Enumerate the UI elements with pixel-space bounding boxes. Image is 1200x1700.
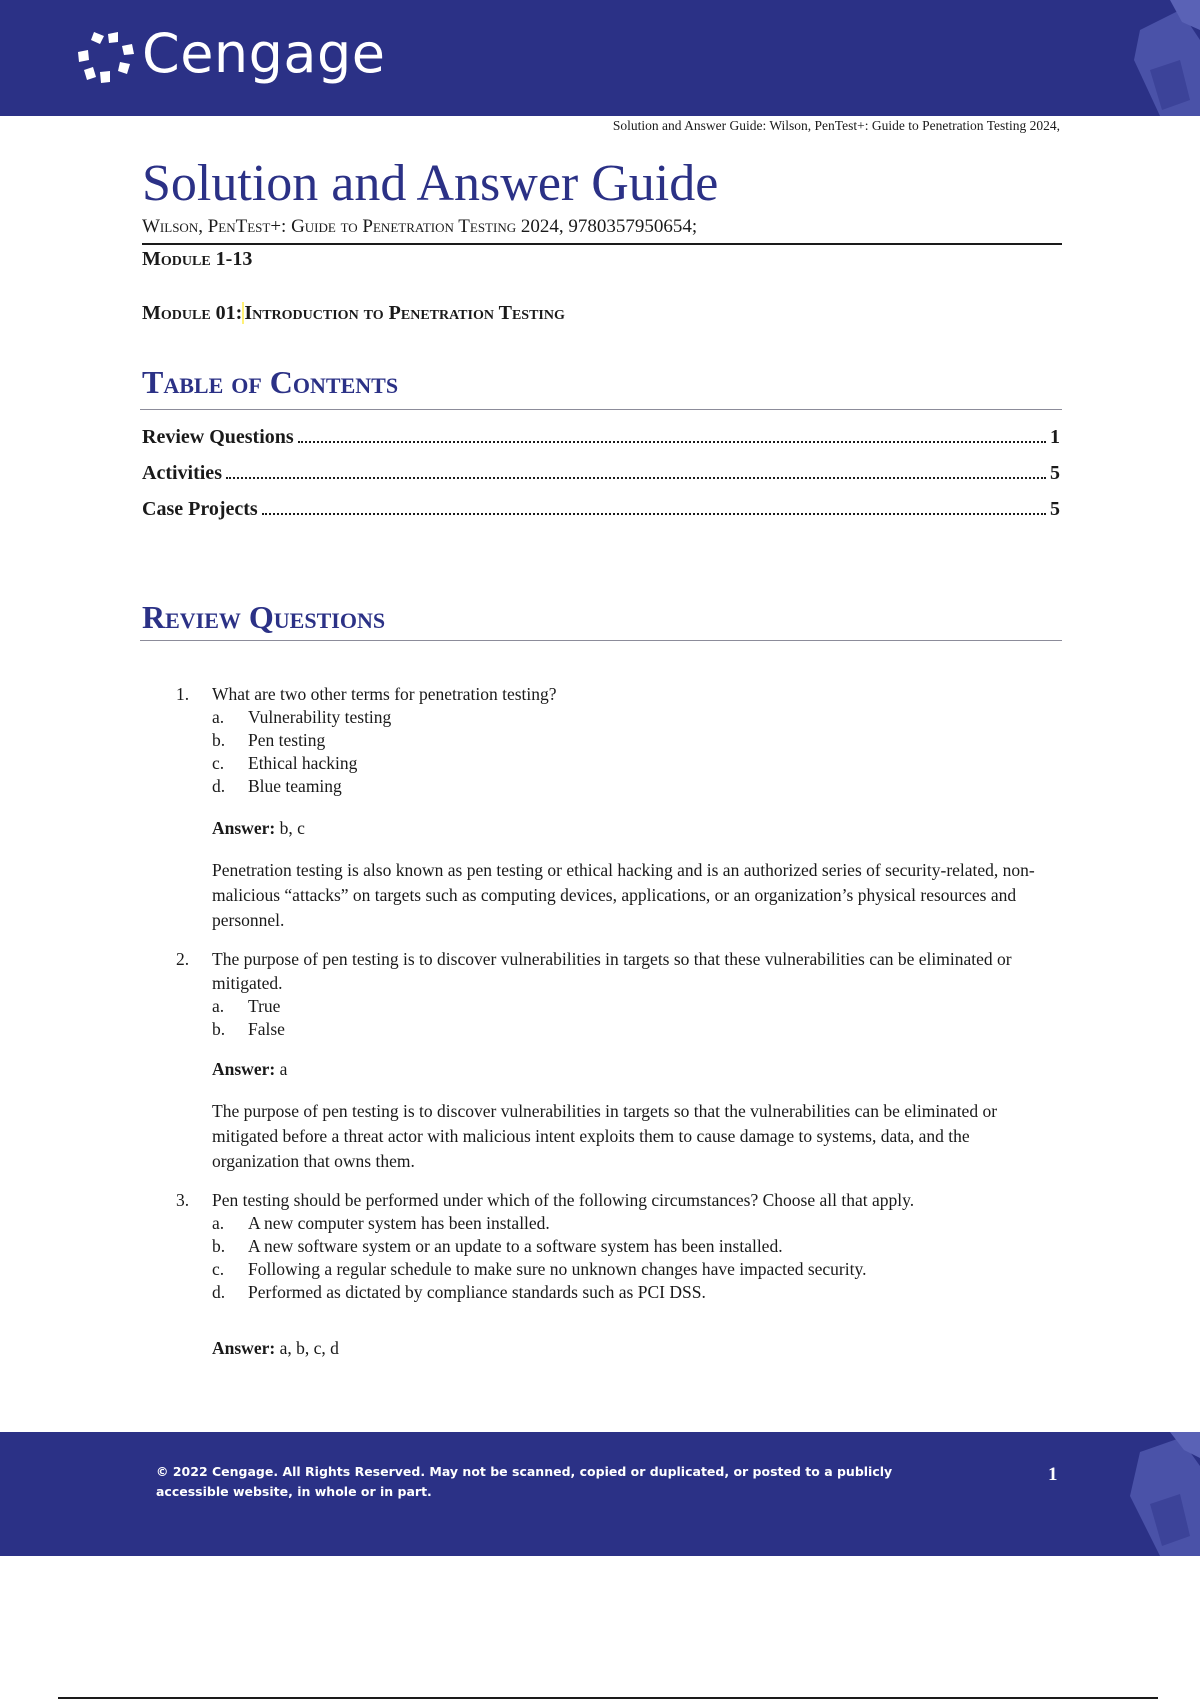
toc-entry-page: 5	[1050, 498, 1060, 520]
question-1-answer: Answer: b, c	[212, 818, 305, 838]
question-1	[176, 682, 1056, 706]
review-questions-divider	[140, 640, 1062, 641]
book-subtitle: Wilson, PenTest+: Guide to Penetration Testing 2024, 9780357950654;	[142, 216, 698, 237]
question-1-explanation: Penetration testing is also known as pen testing or ethical hacking and is an authorized series of security-related, non-malicious “attacks” on targets such as computing devices, applications, or an organization’s physical resources and personnel.	[212, 860, 1035, 930]
option-item: c. Ethical hacking	[212, 753, 358, 773]
toc-entry-label: Case Projects	[142, 498, 258, 520]
question-text: The purpose of pen testing is to discover vulnerabilities in targets so that these vulnerabilities can be eliminated or mitigated.	[212, 949, 1012, 993]
copyright-notice: © 2022 Cengage. All Rights Reserved. May not be scanned, copied or duplicated, or posted to a publicly accessible website, in whole or in part.	[156, 1464, 893, 1499]
review-questions-heading: Review Questions	[142, 599, 386, 635]
corner-graphic	[1110, 0, 1200, 116]
module-range: Module 1-13	[142, 248, 253, 270]
running-head: Solution and Answer Guide: Wilson, PenTest+: Guide to Penetration Testing 2024,	[612, 118, 1060, 133]
question-number: 1.	[176, 684, 190, 704]
question-text: What are two other terms for penetration testing?	[212, 684, 557, 704]
toc-leader-dots	[262, 513, 1046, 515]
option-item: b. False	[212, 1019, 285, 1039]
review-questions-list	[176, 682, 1056, 1360]
question-3	[176, 1188, 1056, 1212]
module-title	[142, 302, 565, 325]
footer-band	[0, 1432, 1200, 1556]
toc-entry-page: 5	[1050, 462, 1060, 484]
toc-heading: Table of Contents	[142, 364, 399, 400]
title-divider	[142, 243, 1062, 245]
question-number: 2.	[176, 949, 190, 969]
question-number: 3.	[176, 1190, 190, 1210]
module-title-text: Introduction to Penetration Testing	[244, 302, 565, 324]
page-number: 1	[1048, 1464, 1058, 1485]
toc-entry-page: 1	[1050, 426, 1060, 448]
cengage-logo-icon	[74, 30, 136, 86]
toc-entry-activities[interactable]	[142, 462, 1060, 498]
option-item: a. True	[212, 996, 281, 1016]
question-2-options	[176, 995, 1056, 1041]
brand-name: Cengage	[142, 22, 386, 85]
option-item: a. A new computer system has been installed.	[212, 1213, 550, 1233]
header-band	[0, 0, 1200, 116]
question-2-explanation: The purpose of pen testing is to discover vulnerabilities in targets so that the vulnerabilities can be eliminated or mitigated before a threat actor with malicious intent exploits them to cause damage to systems, data, and the organization that owns them.	[212, 1101, 998, 1171]
page-title: Solution and Answer Guide	[142, 155, 719, 212]
option-item: c. Following a regular schedule to make sure no unknown changes have impacted security.	[212, 1259, 867, 1279]
option-item: b. A new software system or an update to a software system has been installed.	[212, 1236, 783, 1256]
table-of-contents	[142, 426, 1060, 534]
question-3-answer: Answer: a, b, c, d	[212, 1338, 339, 1358]
question-3-options	[176, 1212, 1056, 1304]
question-text: Pen testing should be performed under which of the following circumstances? Choose all that apply.	[212, 1190, 915, 1210]
corner-graphic	[1100, 1432, 1200, 1556]
option-item: d. Blue teaming	[212, 776, 342, 796]
question-2	[176, 947, 1056, 995]
toc-entry-label: Review Questions	[142, 426, 294, 448]
question-2-answer: Answer: a	[212, 1059, 288, 1079]
toc-leader-dots	[226, 477, 1046, 479]
toc-entry-case-projects[interactable]	[142, 498, 1060, 534]
toc-divider	[140, 409, 1062, 410]
option-item: a. Vulnerability testing	[212, 707, 392, 727]
module-title-prefix: Module 01:	[142, 302, 243, 324]
toc-entry-label: Activities	[142, 462, 222, 484]
option-item: b. Pen testing	[212, 730, 326, 750]
option-item: d. Performed as dictated by compliance standards such as PCI DSS.	[212, 1282, 706, 1302]
toc-entry-review-questions[interactable]	[142, 426, 1060, 462]
question-1-options	[176, 706, 1056, 798]
toc-leader-dots	[298, 441, 1046, 443]
page-edge-rule	[58, 1697, 1158, 1699]
